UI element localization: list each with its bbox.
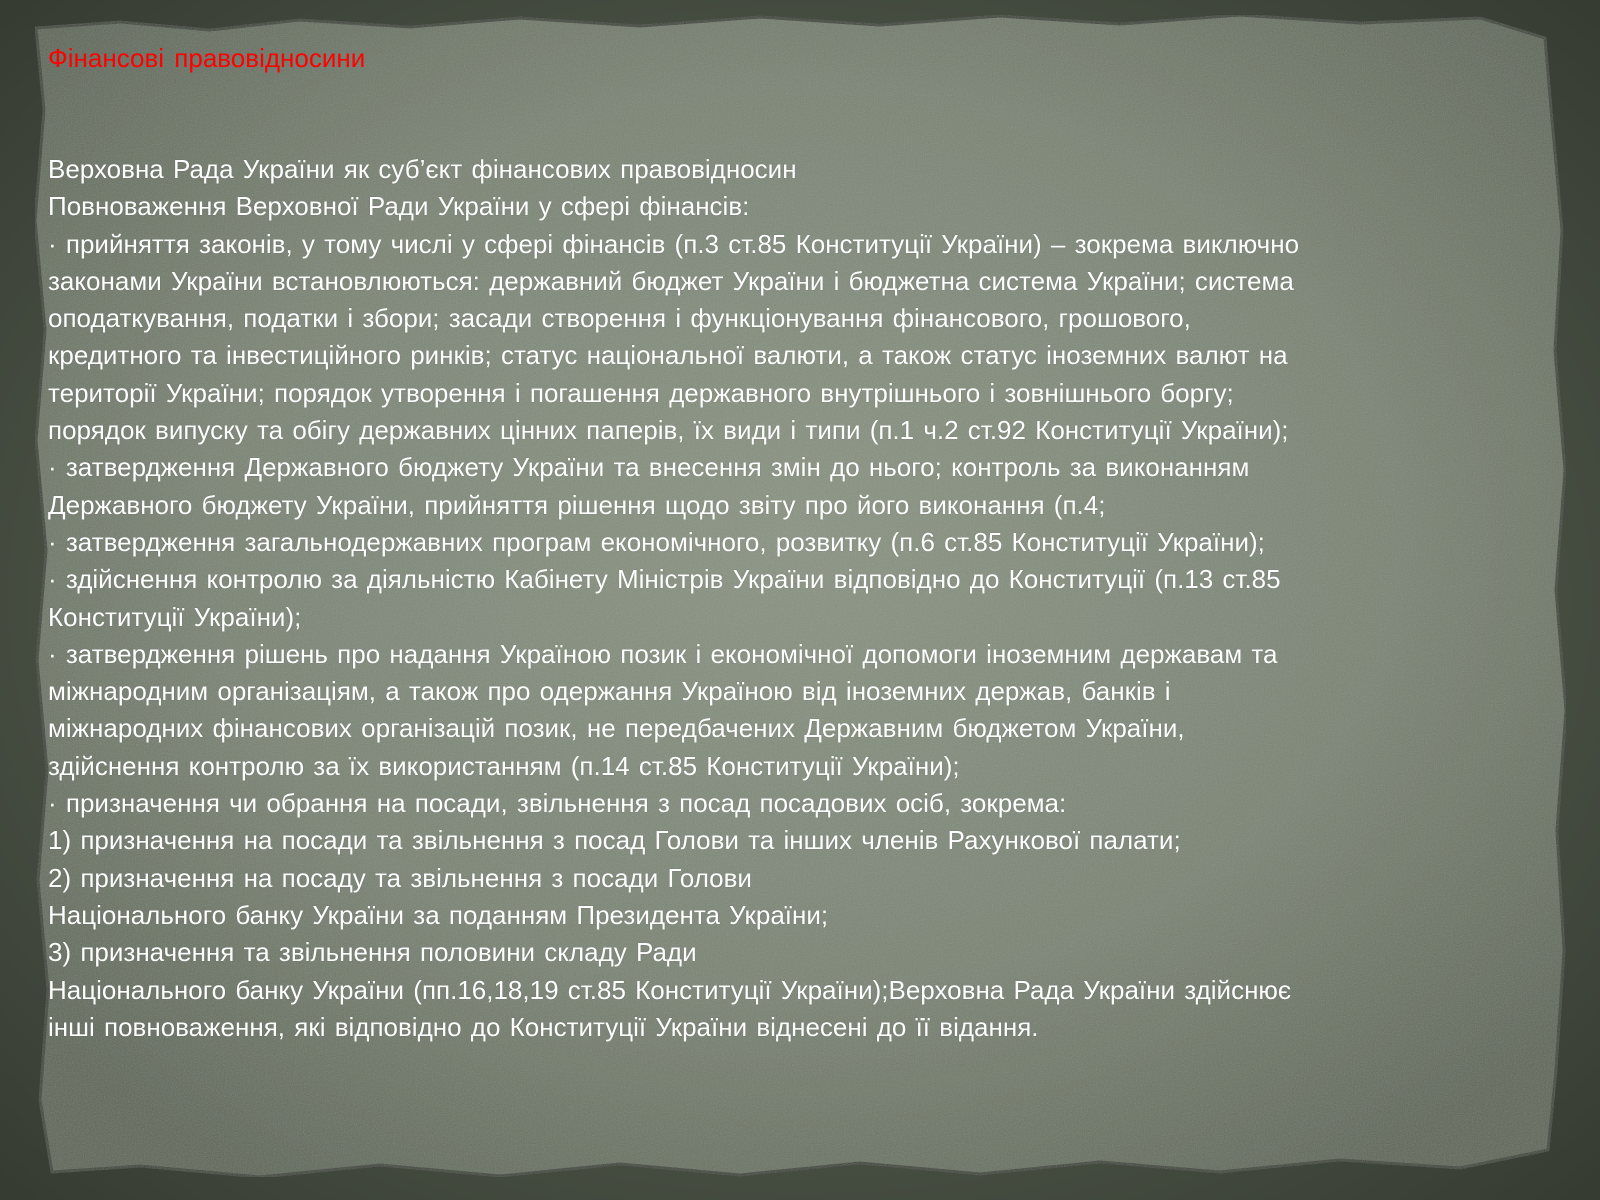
slide-content — [48, 40, 1568, 1140]
body-line: Національного банку України за поданням Президента України; — [48, 899, 829, 930]
body-line: · прийняття законів, у тому числі у сфері фінансів (п.3 ст.85 Конституції України) – зокрема виключно — [48, 228, 1300, 259]
body-line: території України; порядок утворення і погашення державного внутрішнього і зовнішнього боргу; — [48, 377, 1234, 408]
body-line: Конституції України); — [48, 601, 302, 632]
body-line: · затвердження рішень про надання Україною позик і економічної допомоги іноземним державам та — [48, 638, 1278, 669]
body-line: міжнародних фінансових організацій позик, не передбачених Державним бюджетом України, — [48, 713, 1185, 744]
body-line: законами України встановлюються: державний бюджет України і бюджетна система України; система — [48, 265, 1294, 296]
body-line: кредитного та інвестиційного ринків; статус національної валюти, а також статус іноземних валют на — [48, 340, 1288, 371]
body-line: Повноваження Верховної Ради України у сфері фінансів: — [48, 191, 750, 222]
body-line: 1) призначення на посади та звільнення з посад Голови та інших членів Рахункової палати; — [48, 825, 1181, 856]
slide-title: Фінансові правовідносини — [48, 43, 366, 73]
body-line: Національного банку України (пп.16,18,19 ст.85 Конституції України);Верховна Рада України здійснює — [48, 974, 1292, 1005]
title-spacer — [48, 77, 1568, 151]
slide-body — [48, 151, 1568, 1046]
body-line: 2) призначення на посаду та звільнення з посади Голови — [48, 862, 752, 893]
body-line: оподаткування, податки і збори; засади створення і функціонування фінансового, грошового, — [48, 303, 1191, 334]
body-line: порядок випуску та обігу державних цінних паперів, їх види і типи (п.1 ч.2 ст.92 Конституції України); — [48, 415, 1289, 446]
body-line: · затвердження Державного бюджету України та внесення змін до нього; контроль за виконанням — [48, 452, 1250, 483]
body-line: · затвердження загальнодержавних програм економічного, розвитку (п.6 ст.85 Конституції України); — [48, 526, 1265, 557]
body-line: здійснення контролю за їх використанням (п.14 ст.85 Конституції України); — [48, 750, 960, 781]
body-line: · здійснення контролю за діяльністю Кабінету Міністрів України відповідно до Конституції (п.13 ст.85 — [48, 564, 1281, 595]
body-line: Державного бюджету України, прийняття рішення щодо звіту про його виконання (п.4; — [48, 489, 1106, 520]
body-line: · призначення чи обрання на посади, звільнення з посад посадових осіб, зокрема: — [48, 788, 1067, 819]
body-line: інші повноваження, які відповідно до Конституції України віднесені до її відання. — [48, 1011, 1039, 1042]
body-line: Верховна Рада України як суб’єкт фінансових правовідносин — [48, 154, 797, 184]
body-line: міжнародним організаціям, а також про одержання Україною від іноземних держав, банків і — [48, 676, 1171, 707]
body-line: 3) призначення та звільнення половини складу Ради — [48, 937, 697, 968]
